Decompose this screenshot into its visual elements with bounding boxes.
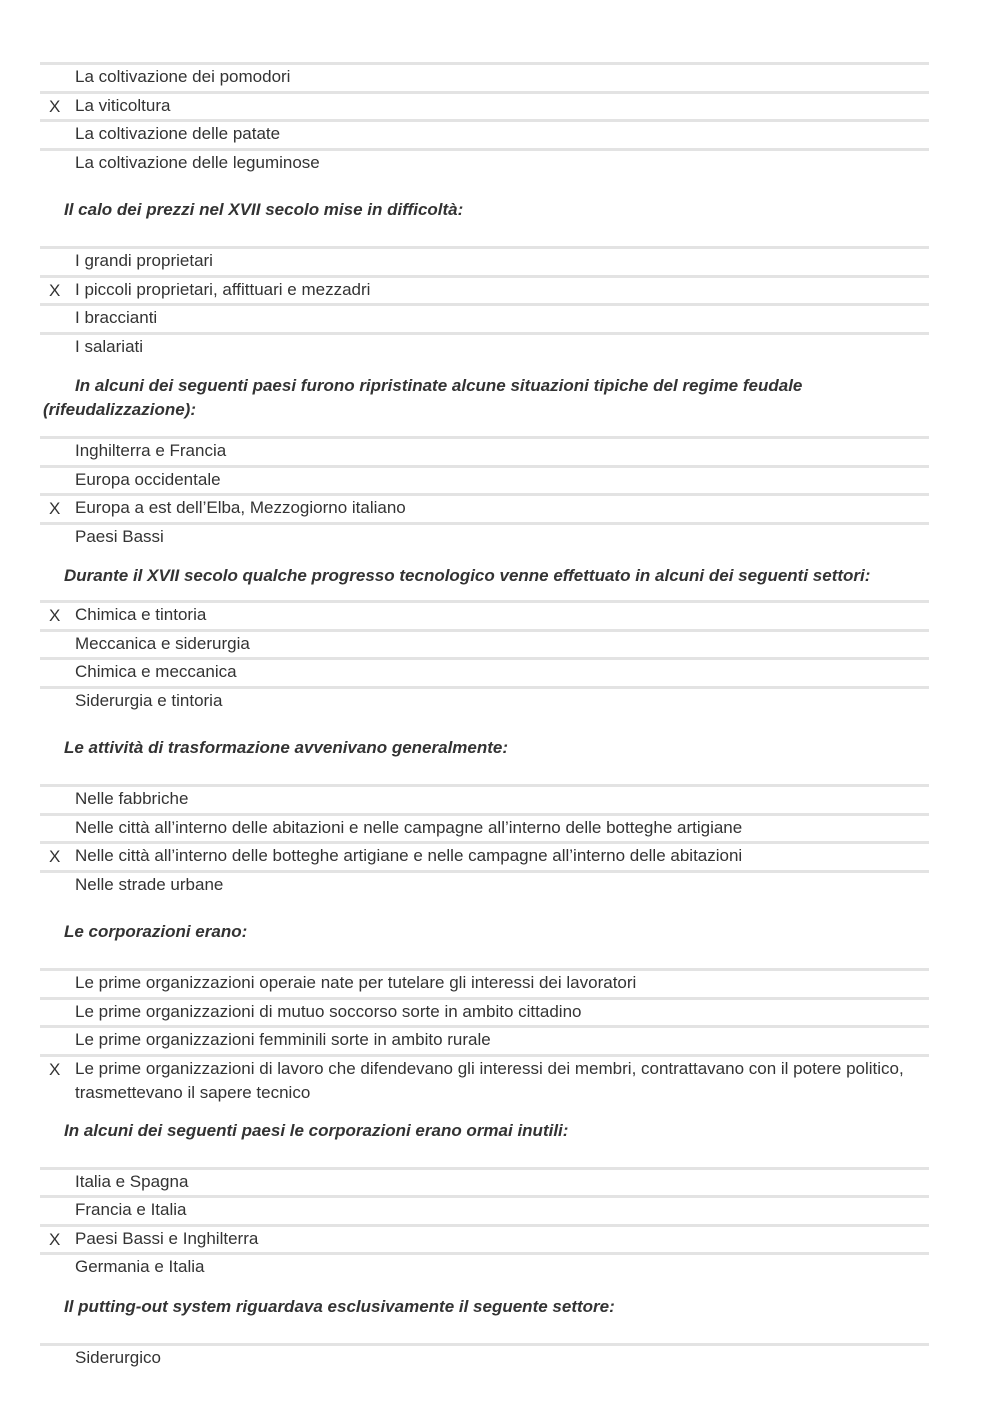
answer-text: I grandi proprietari xyxy=(75,251,213,270)
question-text: In alcuni dei seguenti paesi le corporazioni erano ormai inutili: xyxy=(64,1120,569,1140)
answer-option[interactable] xyxy=(40,971,929,997)
answer-text: Le prime organizzazioni operaie nate per tutelare gli interessi dei lavoratori xyxy=(75,973,637,992)
answer-text: I piccoli proprietari, affittuari e mezzadri xyxy=(75,279,371,299)
answer-option[interactable] xyxy=(40,94,929,120)
answer-option[interactable] xyxy=(40,306,929,332)
answer-option[interactable] xyxy=(40,660,929,686)
answer-text: Nelle città all’interno delle abitazioni e nelle campagne all’interno delle botteghe artigiane xyxy=(75,817,743,837)
answer-text: Europa a est dell’Elba, Mezzogiorno italiano xyxy=(75,498,406,517)
answer-option[interactable] xyxy=(40,632,929,658)
answer-option[interactable] xyxy=(40,122,929,148)
question-text: Il putting-out system riguardava esclusivamente il seguente settore: xyxy=(64,1296,615,1316)
answer-text: Le prime organizzazioni femminili sorte in ambito rurale xyxy=(75,1030,491,1049)
answer-mark: X xyxy=(49,96,61,116)
quiz-page xyxy=(40,62,929,1371)
answer-text: Siderurgia e tintoria xyxy=(75,690,223,710)
question-text: In alcuni dei seguenti paesi furono ripristinate alcune situazioni tipiche del regime feudale (rifeudalizzazione): xyxy=(43,376,803,419)
answer-text: I salariati xyxy=(75,336,144,356)
answer-option[interactable] xyxy=(40,787,929,813)
answer-mark: X xyxy=(49,499,61,518)
answer-mark: X xyxy=(49,1229,61,1249)
answer-mark: X xyxy=(49,280,61,300)
answer-option[interactable] xyxy=(40,689,929,715)
answer-mark: X xyxy=(49,606,61,625)
answer-option[interactable] xyxy=(40,1227,929,1253)
answer-option[interactable] xyxy=(40,1255,929,1281)
answer-option[interactable] xyxy=(40,1000,929,1026)
answer-text: Chimica e meccanica xyxy=(75,662,237,681)
answer-option[interactable] xyxy=(40,603,929,629)
answer-text: Francia e Italia xyxy=(75,1200,187,1219)
answer-option[interactable] xyxy=(40,65,929,91)
answer-option[interactable] xyxy=(40,1170,929,1196)
answer-option[interactable] xyxy=(40,468,929,494)
answer-option[interactable] xyxy=(40,249,929,275)
answer-text: La coltivazione dei pomodori xyxy=(75,67,291,86)
answer-text: Inghilterra e Francia xyxy=(75,441,227,460)
answer-text: La coltivazione delle leguminose xyxy=(75,152,320,172)
answer-option[interactable] xyxy=(40,1198,929,1224)
answer-text: La coltivazione delle patate xyxy=(75,124,281,143)
answer-text: Germania e Italia xyxy=(75,1257,205,1276)
answer-option[interactable] xyxy=(40,1057,929,1105)
answer-option[interactable] xyxy=(40,496,929,522)
answer-option[interactable] xyxy=(40,873,929,899)
answer-option[interactable] xyxy=(40,816,929,842)
answer-option[interactable] xyxy=(40,525,929,551)
answer-option[interactable] xyxy=(40,335,929,361)
answer-text: Le prime organizzazioni di mutuo soccorso sorte in ambito cittadino xyxy=(75,1001,582,1021)
answer-text: Siderurgico xyxy=(75,1347,161,1367)
answer-option[interactable] xyxy=(40,844,929,870)
answer-text: Paesi Bassi e Inghilterra xyxy=(75,1228,259,1248)
answer-text: I braccianti xyxy=(75,308,158,327)
answer-text: Paesi Bassi xyxy=(75,526,164,546)
answer-mark: X xyxy=(49,1059,61,1079)
question-text: Il calo dei prezzi nel XVII secolo mise in difficoltà: xyxy=(64,200,464,219)
answer-option[interactable] xyxy=(40,278,929,304)
question-text: Le corporazioni erano: xyxy=(64,922,248,941)
answer-option[interactable] xyxy=(40,1346,929,1372)
answer-text: Nelle strade urbane xyxy=(75,874,224,894)
answer-option[interactable] xyxy=(40,1028,929,1054)
answer-text: Chimica e tintoria xyxy=(75,605,207,624)
answer-text: Le prime organizzazioni di lavoro che difendevano gli interessi dei membri, contrattavano con il potere politico, trasmettevano il sapere tecnico xyxy=(75,1058,904,1102)
answer-option[interactable] xyxy=(40,439,929,465)
answer-text: Nelle città all’interno delle botteghe artigiane e nelle campagne all’interno delle abitazioni xyxy=(75,846,743,865)
question-text: Le attività di trasformazione avvenivano generalmente: xyxy=(64,738,509,757)
answer-option[interactable] xyxy=(40,151,929,177)
answer-text: Meccanica e siderurgia xyxy=(75,633,250,653)
question-text: Durante il XVII secolo qualche progresso tecnologico venne effettuato in alcuni dei seguenti settori: xyxy=(64,566,871,585)
answer-text: Europa occidentale xyxy=(75,469,221,489)
answer-text: Nelle fabbriche xyxy=(75,789,189,808)
answer-mark: X xyxy=(49,847,61,866)
answer-text: Italia e Spagna xyxy=(75,1171,189,1191)
answer-text: La viticoltura xyxy=(75,95,171,115)
